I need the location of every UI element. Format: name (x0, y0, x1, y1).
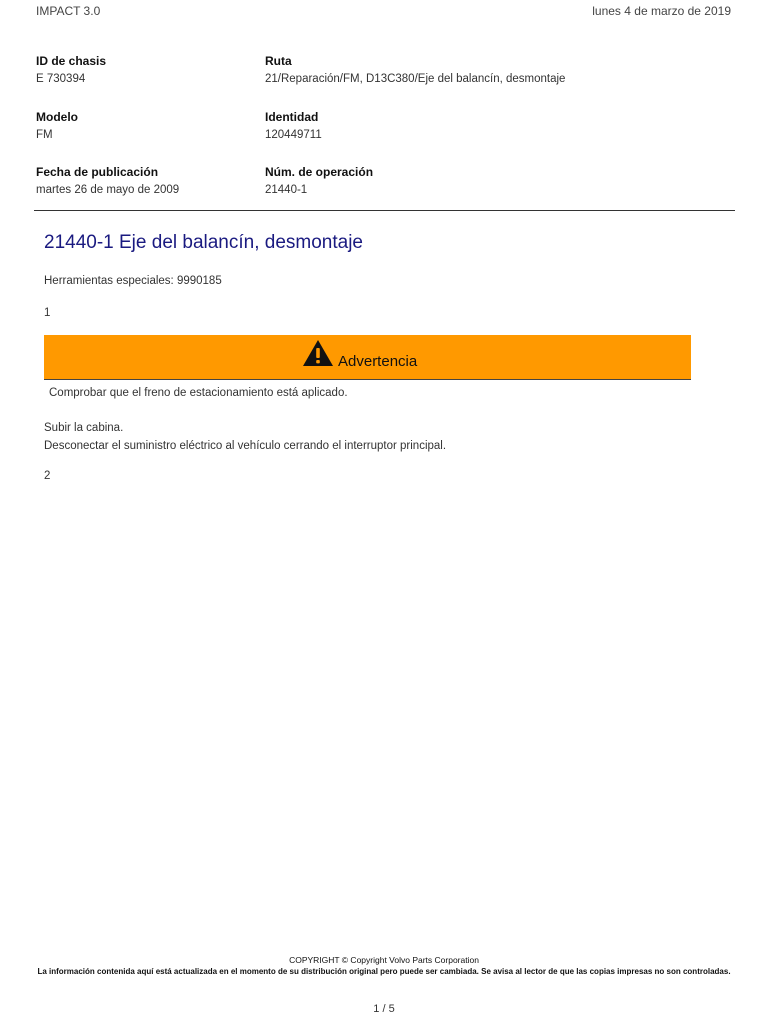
opnum-label: Núm. de operación (265, 165, 374, 179)
identity-label: Identidad (265, 110, 319, 124)
route-label: Ruta (265, 54, 292, 68)
route-value: 21/Reparación/FM, D13C380/Eje del balancín, desmontaje (265, 73, 566, 85)
model-label: Modelo (36, 110, 78, 124)
step-1-number: 1 (44, 307, 51, 319)
step-2-number: 2 (44, 470, 51, 482)
warning-label: Advertencia (338, 353, 418, 370)
step-1-line-1: Subir la cabina. (44, 422, 124, 434)
header-divider (34, 210, 735, 211)
page-number: 1 / 5 (373, 1003, 395, 1015)
footer (30, 954, 738, 978)
warning-triangle-icon (301, 339, 335, 367)
warning-banner (44, 335, 691, 380)
step-1-line-2: Desconectar el suministro eléctrico al vehículo cerrando el interruptor principal. (44, 440, 447, 452)
pubdate-label: Fecha de publicación (36, 165, 159, 179)
disclaimer-text: La información contenida aquí está actualizada en el momento de su distribución original pero puede ser cambiada. Se avisa al lector de que las copias impresas no son controladas. (37, 967, 731, 976)
model-value: FM (36, 129, 53, 141)
document-title: 21440-1 Eje del balancín, desmontaje (44, 232, 364, 253)
warning-text: Comprobar que el freno de estacionamiento está aplicado. (49, 387, 348, 399)
identity-value: 120449711 (265, 129, 322, 141)
special-tools: Herramientas especiales: 9990185 (44, 275, 222, 287)
pubdate-value: martes 26 de mayo de 2009 (36, 184, 180, 196)
copyright-text: COPYRIGHT © Copyright Volvo Parts Corporation (289, 955, 479, 965)
chassis-value: E 730394 (36, 73, 86, 85)
opnum-value: 21440-1 (265, 184, 308, 196)
app-name: IMPACT 3.0 (36, 4, 101, 18)
print-date: lunes 4 de marzo de 2019 (592, 4, 731, 18)
chassis-label: ID de chasis (36, 54, 107, 68)
